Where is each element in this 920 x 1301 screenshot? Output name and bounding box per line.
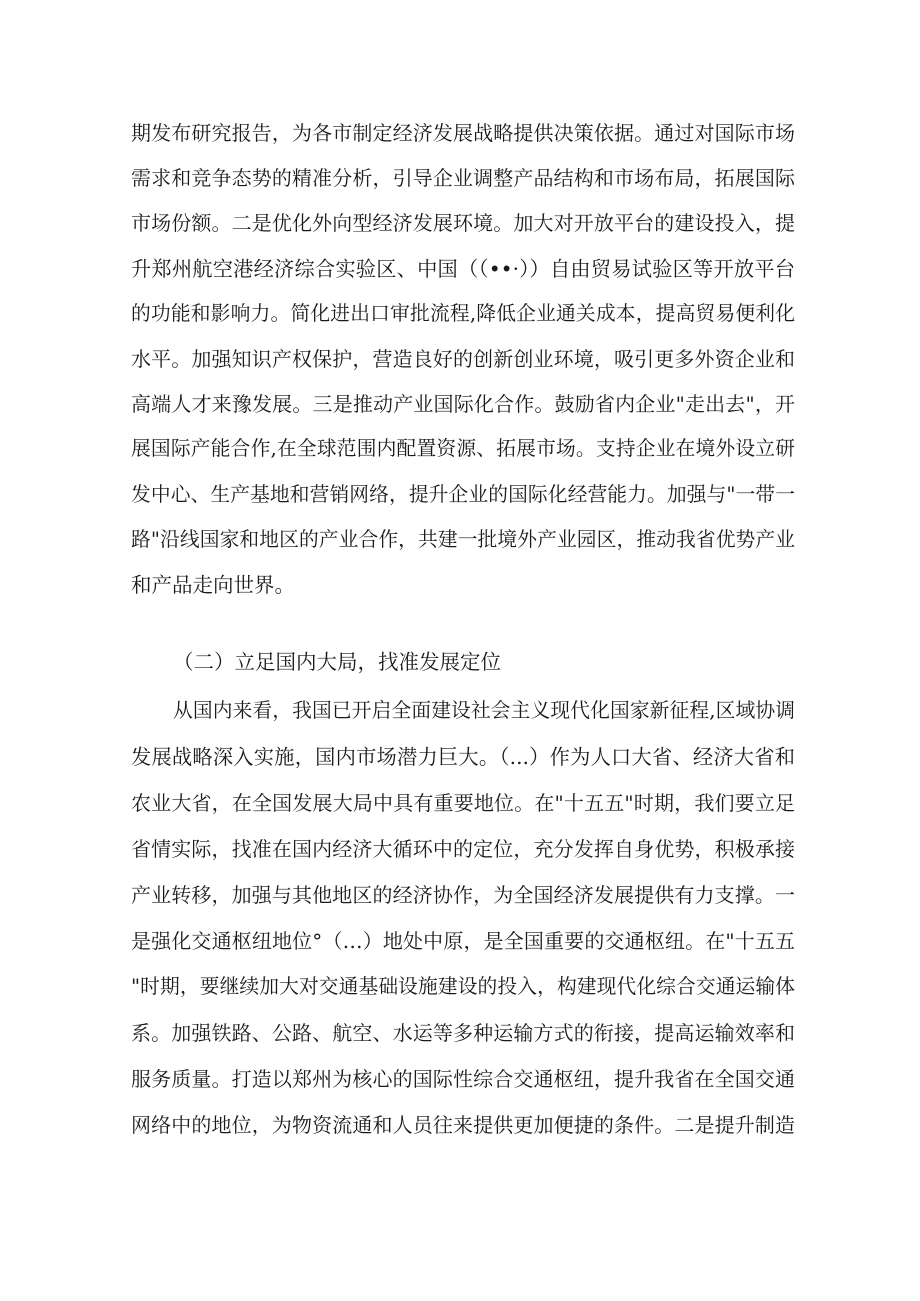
paragraph1-line: 需求和竞争态势的精准分析，引导企业调整产品结构和市场布局，拓展国际 [131, 166, 795, 190]
paragraph1-line: 期发布研究报告，为各市制定经济发展战略提供决策依据。通过对国际市场 [131, 121, 795, 145]
paragraph2-line: 是强化交通枢纽地位°（…）地处中原，是全国重要的交通枢纽。在"十五五 [131, 929, 795, 953]
paragraph1-line: 路"沿线国家和地区的产业合作，共建一批境外产业园区，推动我省优势产业 [131, 528, 795, 551]
paragraph1-line: 展国际产能合作,在全球范围内配置资源、拓展市场。支持企业在境外设立研 [131, 437, 795, 460]
paragraph2-line: 系。加强铁路、公路、航空、水运等多种运输方式的衔接，提高运输效率和 [131, 1021, 795, 1045]
paragraph1-line: 高端人才来豫发展。三是推动产业国际化合作。鼓励省内企业"走出去"，开 [131, 392, 795, 416]
paragraph2-line: 产业转移，加强与其他地区的经济协作，为全国经济发展提供有力支撑。一 [131, 883, 795, 907]
paragraph1-line: 升郑州航空港经济综合实验区、中国（（••·））自由贸易试验区等开放平台 [131, 257, 795, 281]
paragraph2-line: 网络中的地位，为物资流通和人员往来提供更加便捷的条件。二是提升制造 [131, 1113, 795, 1137]
paragraph2-line: 从国内来看，我国已开启全面建设社会主义现代化国家新征程,区域协调 [173, 699, 795, 722]
paragraph2-line: 省情实际，找准在国内经济大循环中的定位，充分发挥自身优势，积极承接 [131, 837, 795, 861]
paragraph2-line: "时期，要继续加大对交通基础设施建设的投入，构建现代化综合交通运输体 [131, 975, 795, 998]
paragraph2-line: 发展战略深入实施，国内市场潜力巨大。（...）作为人口大省、经济大省和 [131, 745, 795, 769]
paragraph1-line: 发中心、生产基地和营销网络，提升企业的国际化经营能力。加强与"一带一 [131, 483, 795, 506]
paragraph2-line: 农业大省，在全国发展大局中具有重要地位。在"十五五"时期，我们要立足 [131, 791, 795, 815]
paragraph1-line: 市场份额。二是优化外向型经济发展环境。加大对开放平台的建设投入，提 [131, 211, 795, 235]
paragraph1-line: 水平。加强知识产权保护，营造良好的创新创业环境，吸引更多外资企业和 [131, 347, 795, 371]
paragraph1-line: 和产品走向世界。 [131, 573, 295, 597]
paragraph1-line: 的功能和影响力。简化进出口审批流程,降低企业通关成本，提高贸易便利化 [131, 302, 795, 325]
section-heading: （二）立足国内大局，找准发展定位 [173, 650, 501, 674]
paragraph2-line: 服务质量。打造以郑州为核心的国际性综合交通枢纽，提升我省在全国交通 [131, 1067, 795, 1091]
